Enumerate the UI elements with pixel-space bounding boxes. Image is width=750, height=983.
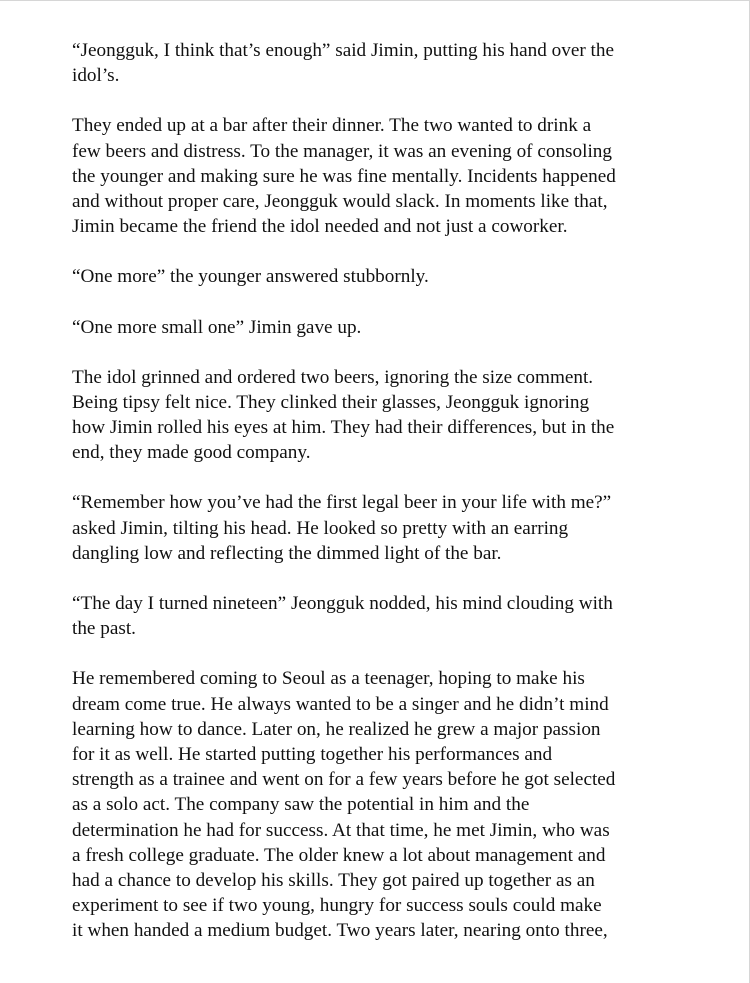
text-line: “The day I turned nineteen” Jeongguk nodded, his mind clouding with	[72, 593, 613, 614]
text-line: determination he had for success. At that time, he met Jimin, who was	[72, 819, 610, 841]
text-line: “One more” the younger answered stubbornly.	[72, 266, 429, 288]
paragraph-8	[72, 666, 682, 943]
text-line: the past.	[72, 618, 136, 640]
paragraph-6	[72, 490, 682, 566]
text-line: “Jeongguk, I think that’s enough” said Jimin, putting his hand over the	[72, 40, 614, 61]
paragraph-5	[72, 365, 682, 466]
paragraph-2	[72, 113, 682, 239]
text-line: and without proper care, Jeongguk would slack. In moments like that,	[72, 190, 608, 212]
text-line: Jimin became the friend the idol needed and not just a coworker.	[72, 216, 568, 238]
text-line: experiment to see if two young, hungry for success souls could make	[72, 895, 602, 917]
text-line: how Jimin rolled his eyes at him. They had their differences, but in the	[72, 417, 615, 439]
text-line: idol’s.	[72, 65, 120, 87]
text-line: for it as well. He started putting together his performances and	[72, 743, 553, 765]
text-line: “Remember how you’ve had the first legal beer in your life with me?”	[72, 492, 612, 514]
text-line: learning how to dance. Later on, he realized he grew a major passion	[72, 718, 601, 740]
text-line: a fresh college graduate. The older knew a lot about management and	[72, 844, 606, 866]
paragraph-7	[72, 591, 682, 641]
text-line: it when handed a medium budget. Two years later, nearing onto three,	[72, 920, 608, 942]
text-line: dream come true. He always wanted to be a singer and he didn’t mind	[72, 693, 609, 715]
text-line: Being tipsy felt nice. They clinked their glasses, Jeongguk ignoring	[72, 391, 590, 413]
text-line: the younger and making sure he was fine mentally. Incidents happened	[72, 165, 616, 187]
document-body	[72, 38, 682, 968]
text-line: few beers and distress. To the manager, it was an evening of consoling	[72, 140, 612, 162]
text-line: The idol grinned and ordered two beers, ignoring the size comment.	[72, 366, 594, 388]
paragraph-3	[72, 264, 682, 289]
text-line: He remembered coming to Seoul as a teenager, hoping to make his	[72, 668, 585, 690]
text-line: They ended up at a bar after their dinner. The two wanted to drink a	[72, 115, 592, 137]
text-line: dangling low and reflecting the dimmed light of the bar.	[72, 542, 502, 564]
text-line: had a chance to develop his skills. They got paired up together as an	[72, 869, 595, 891]
text-line: asked Jimin, tilting his head. He looked so pretty with an earring	[72, 517, 569, 539]
text-line: strength as a trainee and went on for a few years before he got selected	[72, 769, 616, 791]
text-line: “One more small one” Jimin gave up.	[72, 316, 362, 338]
text-line: as a solo act. The company saw the potential in him and the	[72, 794, 530, 816]
paragraph-4	[72, 315, 682, 340]
paragraph-1	[72, 38, 682, 88]
text-line: end, they made good company.	[72, 442, 311, 464]
